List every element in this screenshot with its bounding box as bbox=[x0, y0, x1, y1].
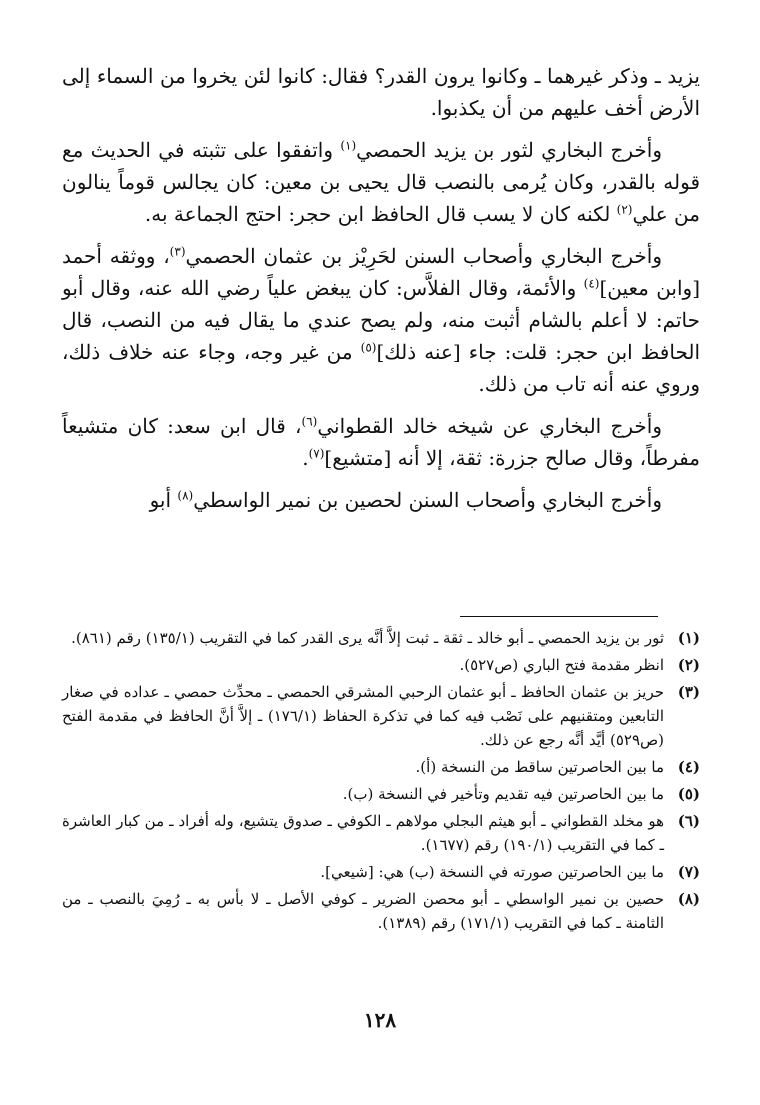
paragraph-2 bbox=[62, 134, 700, 230]
footnote-item bbox=[62, 626, 700, 650]
footnote-ref[interactable]: (٥) bbox=[360, 340, 377, 355]
footnote-item bbox=[62, 809, 700, 857]
footnote-ref[interactable]: (٨) bbox=[177, 488, 194, 503]
footnote-text: حصين بن نمير الواسطي ـ أبو محصن الضرير ـ كوفي الأصل ـ لا بأس به ـ رُمِيَ بالنصب ـ من الثامنة ـ كما في التقريب (١٧١/١) رقم (١٣٨٩). bbox=[62, 890, 664, 932]
paragraph-text: وأخرج البخاري وأصحاب السنن لحَرِيْز بن عثمان الحصمي bbox=[185, 244, 662, 268]
footnote-ref[interactable]: (٤) bbox=[583, 276, 600, 291]
paragraph-text: وأخرج البخاري عن شيخه خالد القطواني bbox=[317, 414, 663, 438]
footnote-number: (٦) bbox=[677, 812, 700, 830]
paragraph-text: . bbox=[302, 446, 309, 470]
footnote-ref[interactable]: (٣) bbox=[169, 244, 186, 259]
footnote-text: حريز بن عثمان الحافظ ـ أبو عثمان الرحبي المشرقي الحمصي ـ محدِّث حمصي ـ عداده في صغار التابعين ومتقنيهم على نَصْب فيه كما في تذكرة الحفاظ (١٧٦/١) ـ إلاَّ أنَّ الحافظ في مقدمة الفتح (ص٥٢٩) أيَّد أنَّه رجع عن ذلك. bbox=[62, 683, 664, 749]
paragraph-3 bbox=[62, 240, 700, 400]
footnote-text: ما بين الحاصرتين صورته في النسخة (ب) هي: [شيعي]. bbox=[320, 863, 664, 881]
paragraph-5 bbox=[62, 484, 700, 516]
paragraph-text: لكنه كان لا يسب قال الحافظ ابن حجر: احتج الجماعة به. bbox=[144, 202, 617, 226]
footnote-text: ثور بن يزيد الحمصي ـ أبو خالد ـ ثقة ـ ثبت إلاَّ أنَّه يرى القدر كما في التقريب (١٣٥/١) رقم (٨٦١). bbox=[71, 629, 664, 647]
footnote-item bbox=[62, 782, 700, 806]
footnote-separator bbox=[460, 616, 658, 617]
footnote-number: (٨) bbox=[677, 890, 700, 908]
footnote-item bbox=[62, 755, 700, 779]
page-number: ١٢٨ bbox=[363, 1008, 397, 1032]
paragraph-1 bbox=[62, 60, 700, 124]
footnote-number: (٧) bbox=[677, 863, 700, 881]
main-text bbox=[62, 60, 700, 526]
footnote-text: ما بين الحاصرتين فيه تقديم وتأخير في النسخة (ب). bbox=[342, 785, 664, 803]
footnote-item bbox=[62, 887, 700, 935]
paragraph-text: ، ووثقه أحمد [وابن معين] bbox=[62, 244, 701, 300]
footnotes bbox=[62, 626, 700, 938]
paragraph-text: يزيد ـ وذكر غيرهما ـ وكانوا يرون القدر؟ فقال: كانوا لئن يخروا من السماء إلى الأرض أخف عليهم من أن يكذبوا. bbox=[62, 64, 700, 120]
paragraph-4 bbox=[62, 410, 700, 474]
footnote-ref[interactable]: (٧) bbox=[308, 446, 325, 461]
footnote-number: (٢) bbox=[677, 656, 700, 674]
paragraph-text: وأخرج البخاري وأصحاب السنن لحصين بن نمير الواسطي bbox=[193, 488, 662, 512]
footnote-number: (٤) bbox=[677, 758, 700, 776]
footnote-ref[interactable]: (١) bbox=[340, 138, 357, 153]
paragraph-text: واتفقوا على تثبته في الحديث مع قوله بالقدر، وكان يُرمى بالنصب قال يحيى بن معين: كان يجالس قوماً ينالون من علي bbox=[62, 138, 700, 226]
footnote-text: هو مخلد القطواني ـ أبو هيثم البجلي مولاهم ـ الكوفي ـ صدوق يتشيع، وله أفراد ـ من كبار العاشرة ـ كما في التقريب (١٩٠/١) رقم (١٦٧٧). bbox=[62, 812, 664, 854]
footnote-text: انظر مقدمة فتح الباري (ص٥٢٧). bbox=[459, 656, 664, 674]
paragraph-text: من غير وجه، وجاء عنه خلاف ذلك، وروي عنه أنه تاب من ذلك. bbox=[62, 340, 700, 396]
footnote-number: (٥) bbox=[677, 785, 700, 803]
footnote-item bbox=[62, 653, 700, 677]
footnote-item bbox=[62, 860, 700, 884]
footnote-text: ما بين الحاصرتين ساقط من النسخة (أ). bbox=[415, 758, 664, 776]
paragraph-text: والأئمة، وقال الفلاَّس: كان يبغض علياً رضي الله عنه، وقال أبو حاتم: لا أعلم بالشام أثبت منه، ولم يصح عندي ما يقال فيه من النصب، قال الحافظ ابن حجر: قلت: جاء [عنه ذلك] bbox=[62, 276, 700, 364]
paragraph-text: وأخرج البخاري لثور بن يزيد الحمصي bbox=[356, 138, 662, 162]
footnote-ref[interactable]: (٦) bbox=[301, 414, 318, 429]
footnote-number: (١) bbox=[677, 629, 700, 647]
footnote-number: (٣) bbox=[677, 683, 700, 701]
footnote-ref[interactable]: (٢) bbox=[616, 202, 633, 217]
footnote-item bbox=[62, 680, 700, 752]
paragraph-text: ، قال ابن سعد: كان متشيعاً مفرطاً، وقال صالح جزرة: ثقة، إلا أنه [متشيع] bbox=[62, 414, 700, 470]
paragraph-text: أبو bbox=[149, 488, 178, 512]
